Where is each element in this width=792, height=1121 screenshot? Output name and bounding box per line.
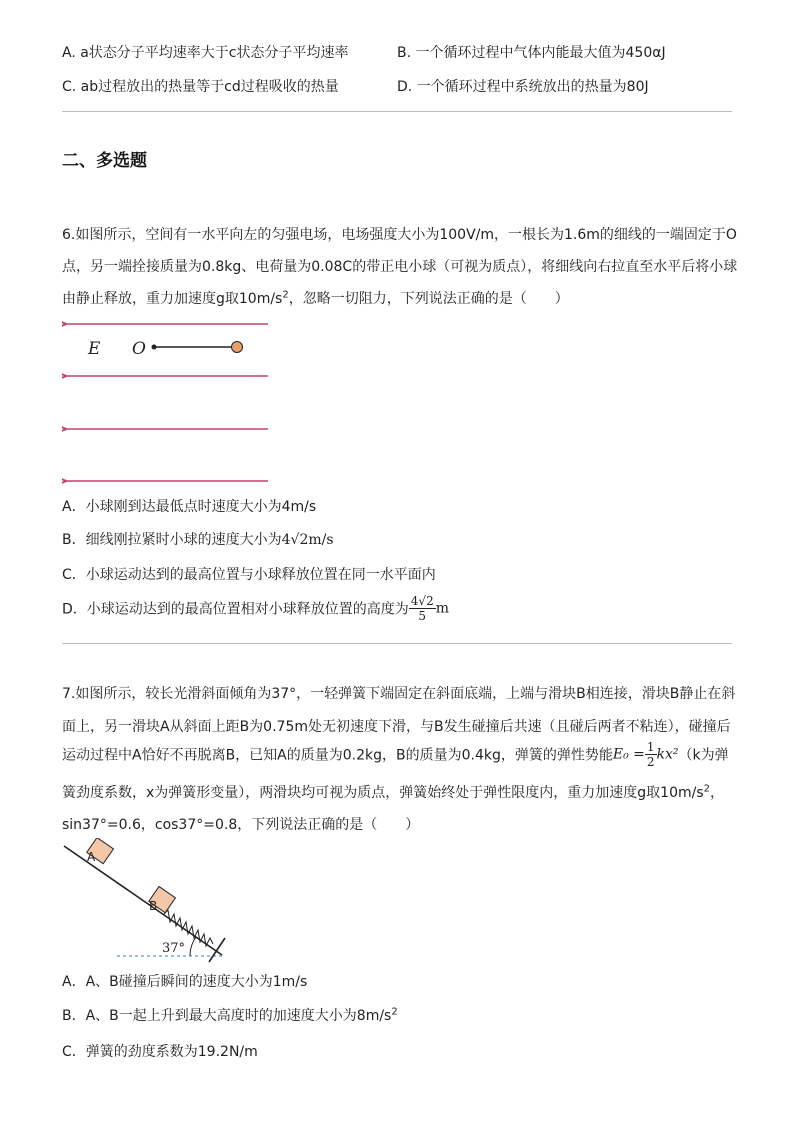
q7-line-5: sin37°=0.6，cos37°=0.8，下列说法正确的是（ ） (62, 817, 420, 833)
q6-line-2: 点，另一端拴接质量为0.8kg、电荷量为0.08C的带正电小球（可视为质点），将细线向右拉直至水平后将小球 (62, 259, 738, 275)
angle-arc (190, 937, 196, 956)
q7-line-3: 运动过程中A恰好不再脱离B，已知A的质量为0.2kg，B的质量为0.4kg，弹簧的弹性势能E₀ = $\frac{1}{2}$ kx²（k为弹 (62, 740, 729, 769)
angle-label: 37° (162, 941, 186, 956)
q6-line-3: 由静止释放，重力加速度g取$10m/s^2$，忽略一切阻力，下列说法正确的是（ ） (62, 289, 569, 307)
divider (62, 111, 732, 112)
ball (232, 342, 243, 353)
block-a-label: A (87, 850, 96, 864)
q7-figure (62, 838, 237, 963)
q6-option-b: B．细线刚拉紧时小球的速度大小为4√2m/s (62, 532, 334, 548)
q7-option-a: A．A、B碰撞后瞬间的速度大小为1m/s (62, 974, 308, 990)
block-b-label: B (149, 899, 158, 913)
q5-option-c: C. ab过程放出的热量等于cd过程吸收的热量 (62, 79, 339, 95)
section-heading: 二、多选题 (62, 151, 147, 171)
field-label-e: E (88, 339, 101, 359)
q5-option-a: A. a状态分子平均速率大于c状态分子平均速率 (62, 45, 349, 61)
divider (62, 643, 732, 644)
q6-option-c: C．小球运动达到的最高位置与小球释放位置在同一水平面内 (62, 567, 436, 583)
q6-option-d: D．小球运动达到的最高位置相对小球释放位置的高度为 $\frac{4√2}{5}$ m (62, 594, 449, 623)
q7-option-b: B．A、B一起上升到最大高度时的加速度大小为$8m/s^2$ (62, 1006, 398, 1024)
pivot-label-o: O (132, 339, 146, 359)
q7-option-c: C．弹簧的劲度系数为19.2N/m (62, 1044, 258, 1060)
q6-figure (62, 312, 277, 492)
q7-line-4: 簧劲度系数，x为弹簧形变量），两滑块均可视为质点，弹簧始终处于弹性限度内，重力加速度g取$10m/s^2$， (62, 783, 725, 801)
q5-option-d: D. 一个循环过程中系统放出的热量为80J (397, 79, 649, 95)
q7-line-1: 7.如图所示，较长光滑斜面倾角为37°，一轻弹簧下端固定在斜面底端，上端与滑块B相连接，滑块B静止在斜 (62, 686, 736, 702)
q5-option-b: B. 一个循环过程中气体内能最大值为450αJ (397, 45, 666, 61)
q6-option-a: A．小球刚到达最低点时速度大小为4m/s (62, 499, 317, 515)
q7-line-2: 面上，另一滑块A从斜面上距B为0.75m处无初速度下滑，与B发生碰撞后共速（且碰后两者不粘连），碰撞后 (62, 719, 731, 735)
q6-line-1: 6.如图所示，空间有一水平向左的匀强电场，电场强度大小为100V/m，一根长为1.6m的细线的一端固定于O (62, 227, 737, 243)
